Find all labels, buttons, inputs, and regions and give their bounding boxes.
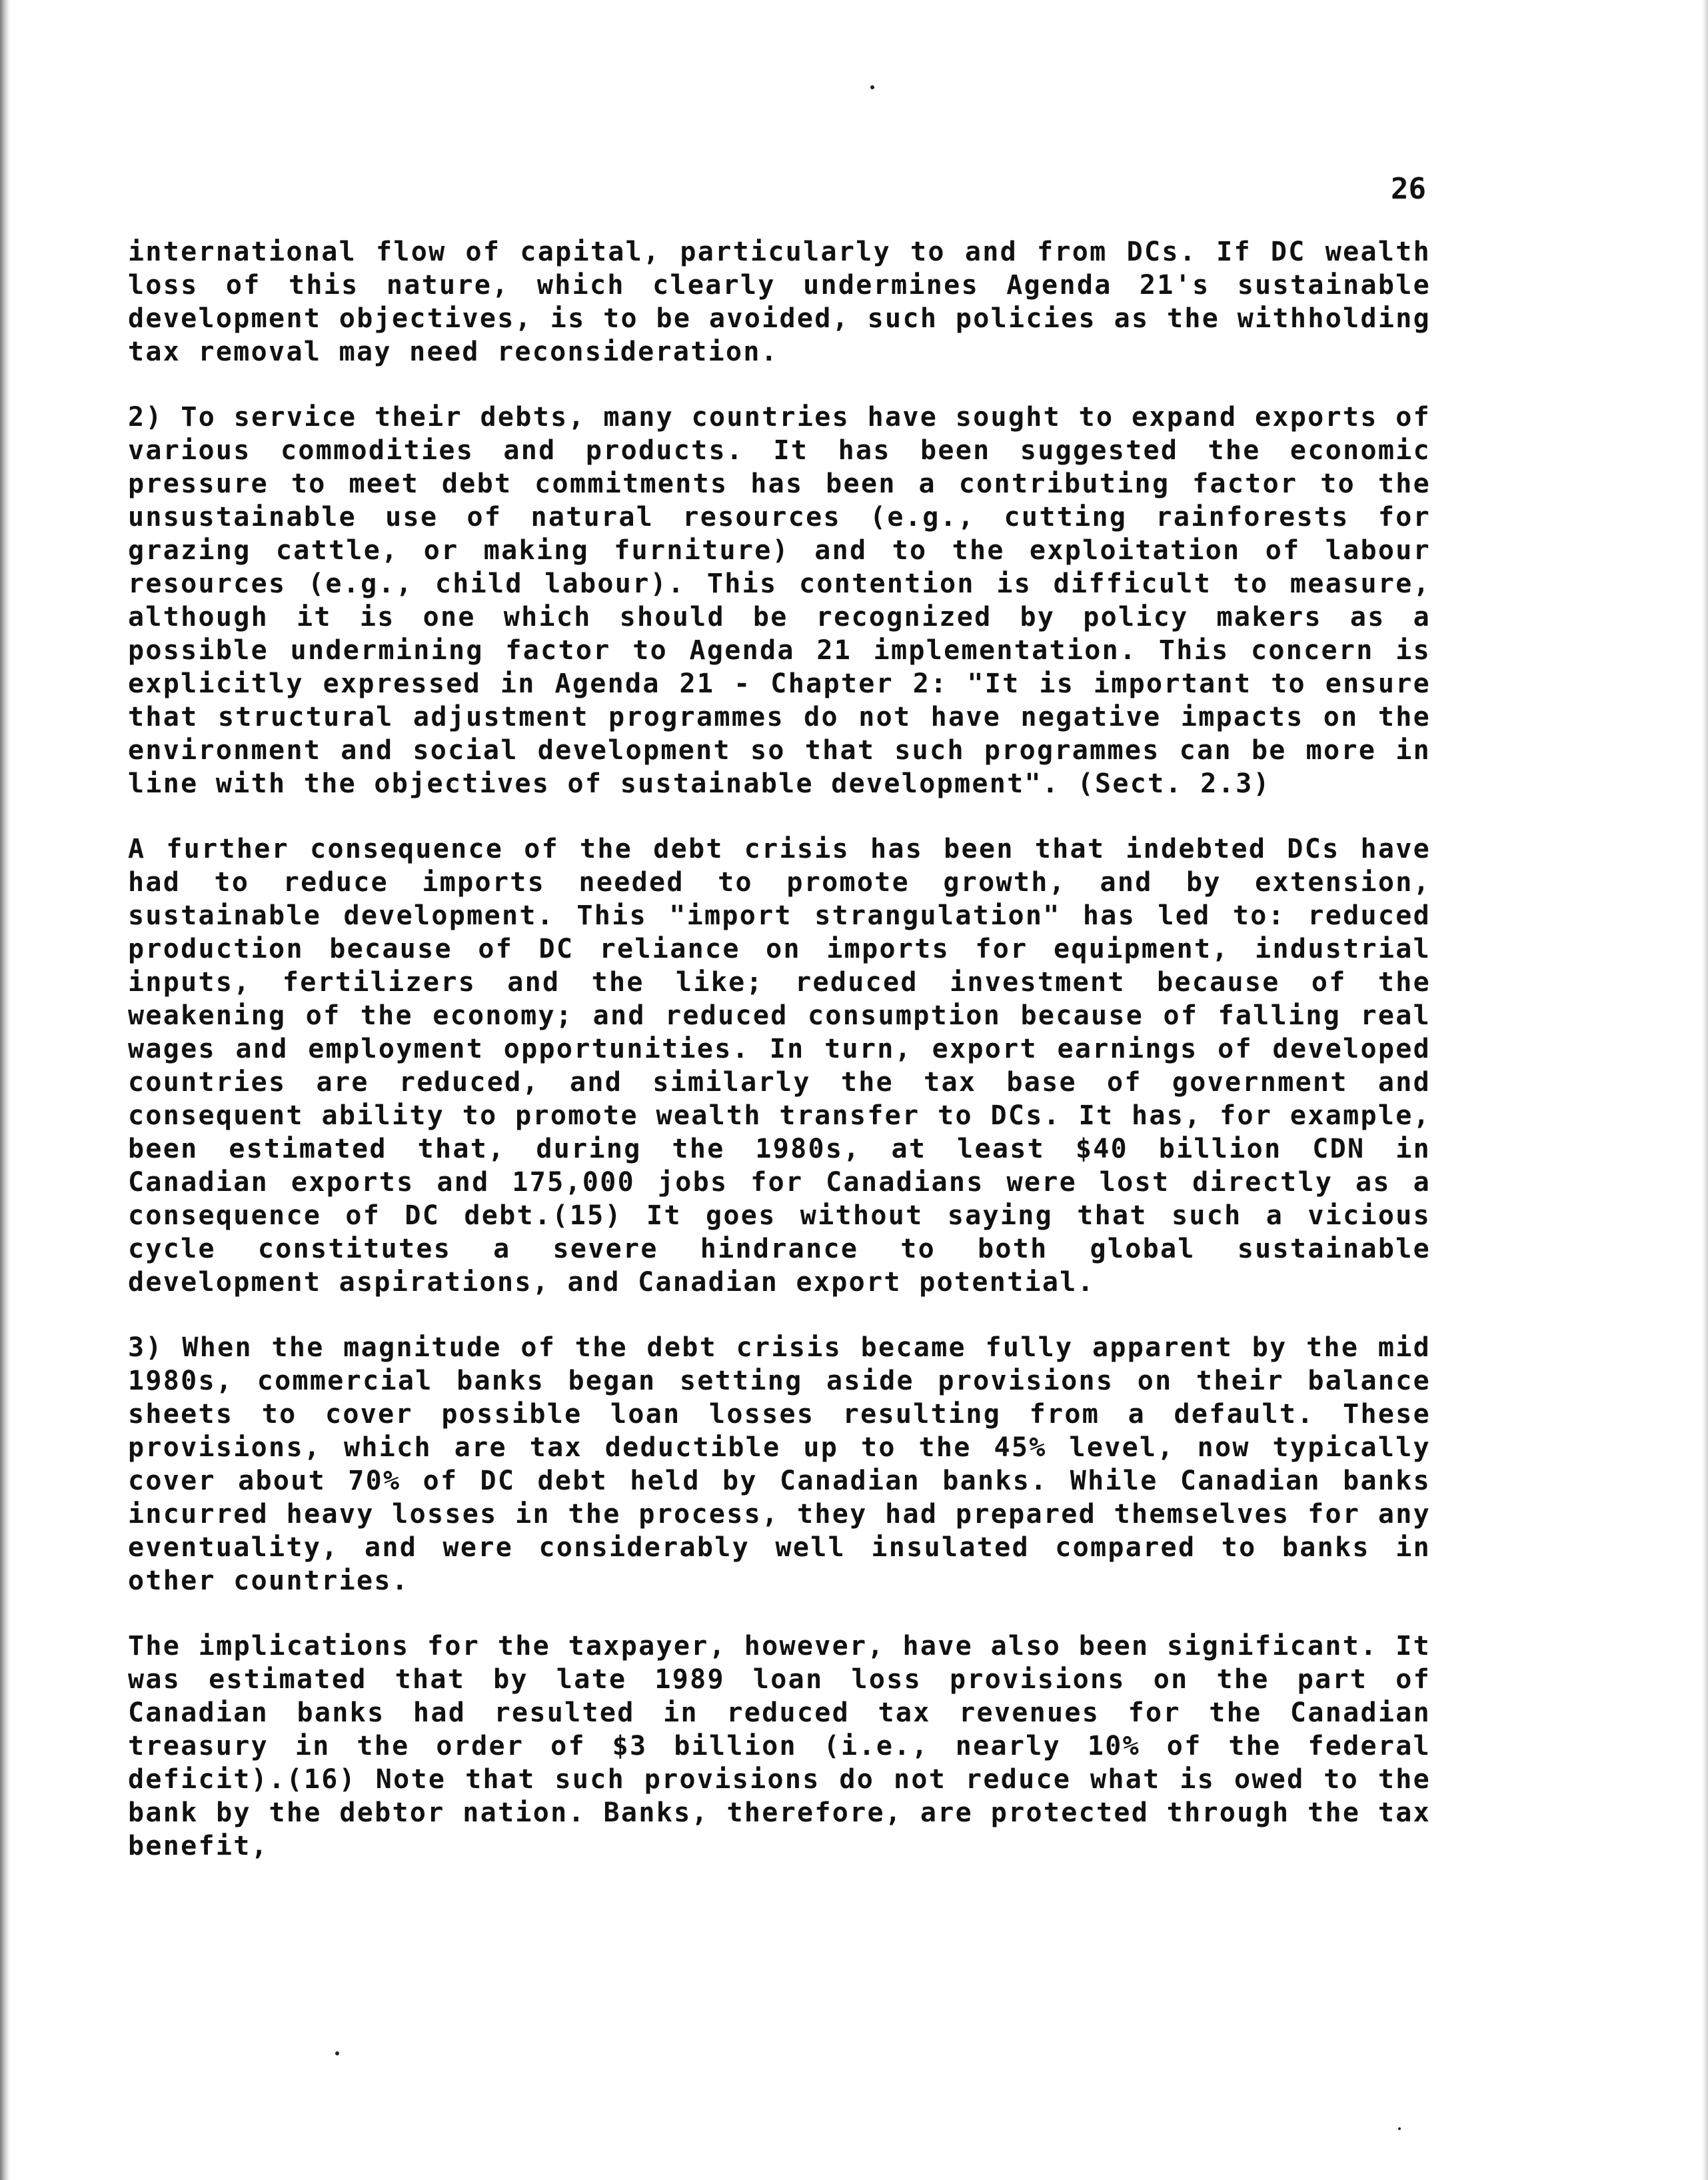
paragraph-withholding-tax: international flow of capital, particularly to and from DCs. If DC wealth loss of this nature, which clearly undermines Agenda 21's sustainable development objectives, is to be avoided, such policies as the withholding tax removal may need reconsideration. bbox=[128, 237, 1431, 367]
scan-edge-right bbox=[1701, 0, 1708, 2180]
page-number: 26 bbox=[1391, 172, 1426, 206]
body-text bbox=[128, 235, 1431, 1895]
paragraph-import-strangulation: A further consequence of the debt crisis has been that indebted DCs have had to reduce imports needed to promote growth, and by extension, sustainable development. This "import strangulation" has led to: reduced production because of DC reliance on imports for equipment, industrial inputs, fertilizers and the like; reduced investment because of the weakening of the economy; and reduced consumption because of falling real wages and employment opportunities. In turn, export earnings of developed countries are reduced, and similarly the tax base of government and consequent ability to promote wealth transfer to DCs. It has, for example, been estimated that, during the 1980s, at least $40 billion CDN in Canadian exports and 175,000 jobs for Canadians were lost directly as a consequence of DC debt.(15) It goes without saying that such a vicious cycle constitutes a severe hindrance to both global sustainable development aspirations, and Canadian export potential. bbox=[128, 834, 1431, 1298]
paragraph-loan-loss-provisions: 3) When the magnitude of the debt crisis became fully apparent by the mid 1980s, commercial banks began setting aside provisions on their balance sheets to cover possible loan losses resulting from a default. These provisions, which are tax deductible up to the 45% level, now typically cover about 70% of DC debt held by Canadian banks. While Canadian banks incurred heavy losses in the process, they had prepared themselves for any eventuality, and were considerably well insulated compared to banks in other countries. bbox=[128, 1332, 1431, 1596]
paragraph-taxpayer-implications: The implications for the taxpayer, however, have also been significant. It was estimated that by late 1989 loan loss provisions on the part of Canadian banks had resulted in reduced tax revenues for the Canadian treasury in the order of $3 billion (i.e., nearly 10% of the federal deficit).(16) Note that such provisions do not reduce what is owed to the bank by the debtor nation. Banks, therefore, are protected through the tax benefit, bbox=[128, 1631, 1431, 1861]
scan-edge-left bbox=[0, 0, 11, 2180]
scan-speck bbox=[870, 85, 874, 89]
scan-speck bbox=[1398, 2127, 1401, 2130]
scan-speck bbox=[335, 2051, 339, 2055]
paragraph-debt-service-exports: 2) To service their debts, many countries have sought to expand exports of various commodities and products. It has been suggested the economic pressure to meet debt commitments has been a contributing factor to the unsustainable use of natural resources (e.g., cutting rainforests for grazing cattle, or making furniture) and to the exploitation of labour resources (e.g., child labour). This contention is difficult to measure, although it is one which should be recognized by policy makers as a possible undermining factor to Agenda 21 implementation. This concern is explicitly expressed in Agenda 21 - Chapter 2: "It is important to ensure that structural adjustment programmes do not have negative impacts on the environment and social development so that such programmes can be more in line with the objectives of sustainable development". (Sect. 2.3) bbox=[128, 402, 1431, 799]
